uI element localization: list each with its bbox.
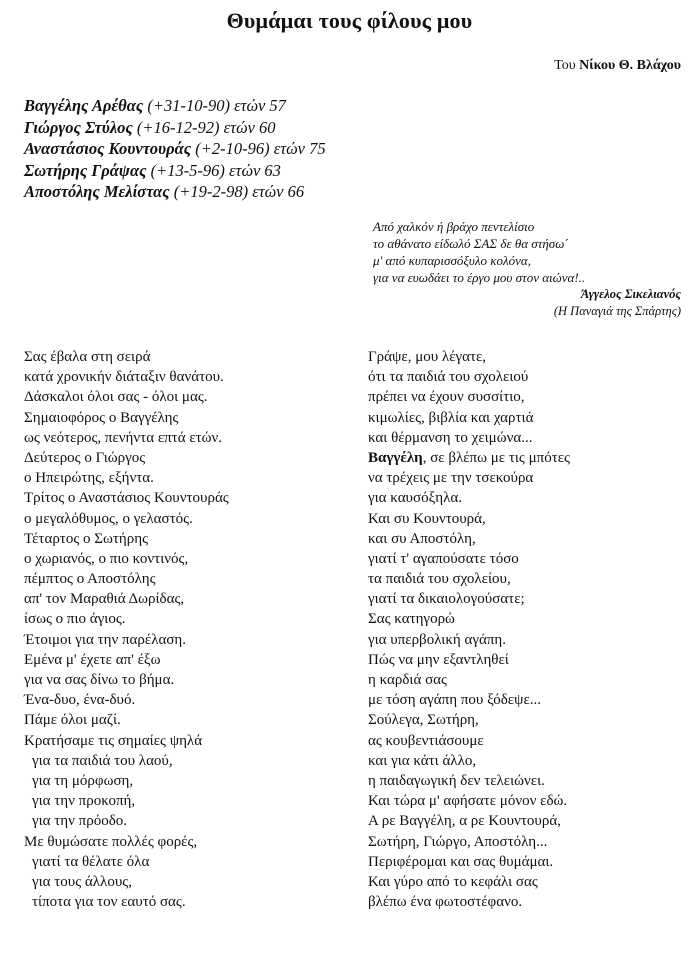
- poem-title: Θυμάμαι τους φίλους μου: [226, 8, 473, 33]
- dedication-list: [24, 95, 326, 203]
- poem-line: ο χωριανός, ο πιο κοντινός,: [24, 550, 189, 567]
- poem-line: Με θυμώσατε πολλές φορές,: [24, 833, 198, 850]
- poem-line: Σας έβαλα στη σειρά: [24, 349, 151, 365]
- dedication-info: (+19-2-98) ετών 66: [173, 182, 305, 201]
- poem-column-right: [368, 347, 570, 912]
- poem-line: Έτοιμοι για την παρέλαση.: [24, 631, 187, 648]
- dedication-info: (+31-10-90) ετών 57: [147, 96, 286, 115]
- poem-line: απ' τον Μαραθιά Δωρίδας,: [24, 591, 185, 608]
- poem-line: ο μεγαλόθυμος, ο γελαστός.: [24, 510, 193, 527]
- poem-line: κατά χρονικήν διάταξιν θανάτου.: [24, 369, 224, 386]
- epigraph: [361, 218, 681, 320]
- poem-line: για να σας δίνω το βήμα.: [24, 672, 175, 688]
- poem-line: για τη μόρφωση,: [32, 772, 134, 789]
- poem-line: για τους άλλους,: [32, 873, 132, 890]
- byline-prefix: Του: [554, 58, 576, 73]
- poem-line: γιατί τα θέλατε όλα: [32, 853, 150, 870]
- byline: [554, 58, 681, 74]
- poem-line: για την προκοπή,: [32, 793, 136, 810]
- poem-line: Και τώρα μ' αφήσατε μόνον εδώ.: [368, 793, 568, 810]
- poem-line-rest: , σε βλέπω με τις μπότες: [422, 449, 570, 466]
- poem-line: γιατί τα δικαιολογούσατε;: [368, 591, 525, 608]
- poem-line: [368, 448, 570, 468]
- poem-line: ίσως ο πιο άγιος.: [24, 611, 126, 628]
- poem-line: Κρατήσαμε τις σημαίες ψηλά: [24, 732, 203, 749]
- poem-line: Α ρε Βαγγέλη, α ρε Κουντουρά,: [368, 813, 561, 830]
- poem-line: Πάμε όλοι μαζί.: [24, 712, 121, 729]
- poem-line: Δεύτερος ο Γιώργος: [24, 449, 146, 466]
- poem-line: Και γύρο από το κεφάλι σας: [368, 873, 538, 890]
- poem-line: Γράψε, μου λέγατε,: [368, 349, 487, 365]
- poem-line: Πώς να μην εξαντληθεί: [368, 651, 509, 668]
- poem-line: πρέπει να έχουν συσσίτιο,: [368, 389, 525, 406]
- epigraph-author: Άγγελος Σικελιανός: [580, 287, 681, 301]
- poem-line: Εμένα μ' έχετε απ' έξω: [24, 651, 161, 668]
- poem-line: για καυσόξηλα.: [368, 490, 462, 507]
- poem-line: για τα παιδιά του λαού,: [32, 752, 173, 769]
- poem-line: Δάσκαλοι όλοι σας - όλοι μας.: [24, 389, 208, 406]
- epigraph-line: Από χαλκόν ή βράχο πεντελίσιο: [373, 219, 535, 234]
- poem-line: γιατί τ' αγαπούσατε τόσο: [368, 550, 519, 567]
- epigraph-line: για να ευωδάει το έργο μου στον αιώνα!..: [373, 270, 586, 285]
- poem-line: ότι τα παιδιά του σχολειού: [368, 369, 529, 386]
- poem-line: να τρέχεις με την τσεκούρα: [368, 470, 534, 487]
- poem-line: και συ Αποστόλη,: [368, 530, 476, 547]
- dedication-entry: [24, 160, 326, 182]
- dedication-info: (+13-5-96) ετών 63: [150, 160, 281, 180]
- poem-line-emphasis: Βαγγέλη: [368, 449, 423, 466]
- epigraph-line: το αθάνατο είδωλό ΣΑΣ δε θα στήσω΄: [373, 236, 569, 251]
- byline-author: Νίκου Θ. Βλάχου: [579, 58, 681, 73]
- dedication-info: (+2-10-96) ετών 75: [195, 139, 326, 158]
- dedication-entry: [24, 181, 326, 203]
- dedication-info: (+16-12-92) ετών 60: [136, 117, 276, 137]
- poem-line: βλέπω ένα φωτοστέφανο.: [368, 894, 523, 911]
- dedication-name: Βαγγέλης Αρέθας: [24, 96, 144, 115]
- poem-line: Σας κατηγορώ: [368, 611, 455, 628]
- poem-line: τίποτα για τον εαυτό σας.: [32, 894, 186, 911]
- poem-line: πέμπτος ο Αποστόλης: [24, 571, 156, 588]
- poem-line: ας κουβεντιάσουμε: [368, 732, 484, 749]
- poem-line: για υπερβολική αγάπη.: [368, 631, 506, 648]
- poem-line: και για κάτι άλλο,: [368, 752, 477, 769]
- poem-line: η καρδιά σας: [368, 672, 447, 688]
- poem-line: για την πρόοδο.: [32, 813, 128, 830]
- poem-line: Ένα-δυο, ένα-δυό.: [24, 692, 136, 709]
- dedication-entry: [24, 95, 326, 117]
- dedication-entry: [24, 117, 326, 139]
- poem-line: Σωτήρη, Γιώργο, Αποστόλη...: [368, 833, 548, 850]
- poem-line: Και συ Κουντουρά,: [368, 510, 486, 527]
- dedication-name: Αναστάσιος Κουντουράς: [24, 139, 192, 158]
- dedication-name: Γιώργος Στύλος: [24, 117, 133, 137]
- poem-line: Σημαιοφόρος ο Βαγγέλης: [24, 409, 179, 426]
- epigraph-source: (Η Παναγιά της Σπάρτης): [553, 304, 681, 318]
- poem-line: Τέταρτος ο Σωτήρης: [24, 530, 149, 547]
- poem-line: Περιφέρομαι και σας θυμάμαι.: [368, 853, 554, 870]
- poem-line: Σούλεγα, Σωτήρη,: [368, 712, 479, 729]
- poem-line: Τρίτος ο Αναστάσιος Κουντουράς: [24, 490, 229, 507]
- poem-line: και θέρμανση το χειμώνα...: [368, 429, 533, 446]
- poem-line: ο Ηπειρώτης, εξήντα.: [24, 470, 154, 487]
- dedication-entry: [24, 138, 326, 160]
- dedication-name: Αποστόλης Μελίστας: [24, 182, 170, 201]
- poem-line: ως νεότερος, πενήντα επτά ετών.: [24, 429, 223, 446]
- poem-line: κιμωλίες, βιβλία και χαρτιά: [368, 409, 534, 426]
- poem-line: τα παιδιά του σχολείου,: [368, 571, 511, 588]
- poem-line: με τόση αγάπη που ξόδεψε...: [368, 692, 541, 709]
- epigraph-line: μ' από κυπαρισσόξυλο κολόνα,: [373, 253, 531, 268]
- dedication-name: Σωτήρης Γράψας: [24, 160, 147, 180]
- poem-column-left: [24, 347, 229, 912]
- poem-line: η παιδαγωγική δεν τελειώνει.: [368, 772, 545, 789]
